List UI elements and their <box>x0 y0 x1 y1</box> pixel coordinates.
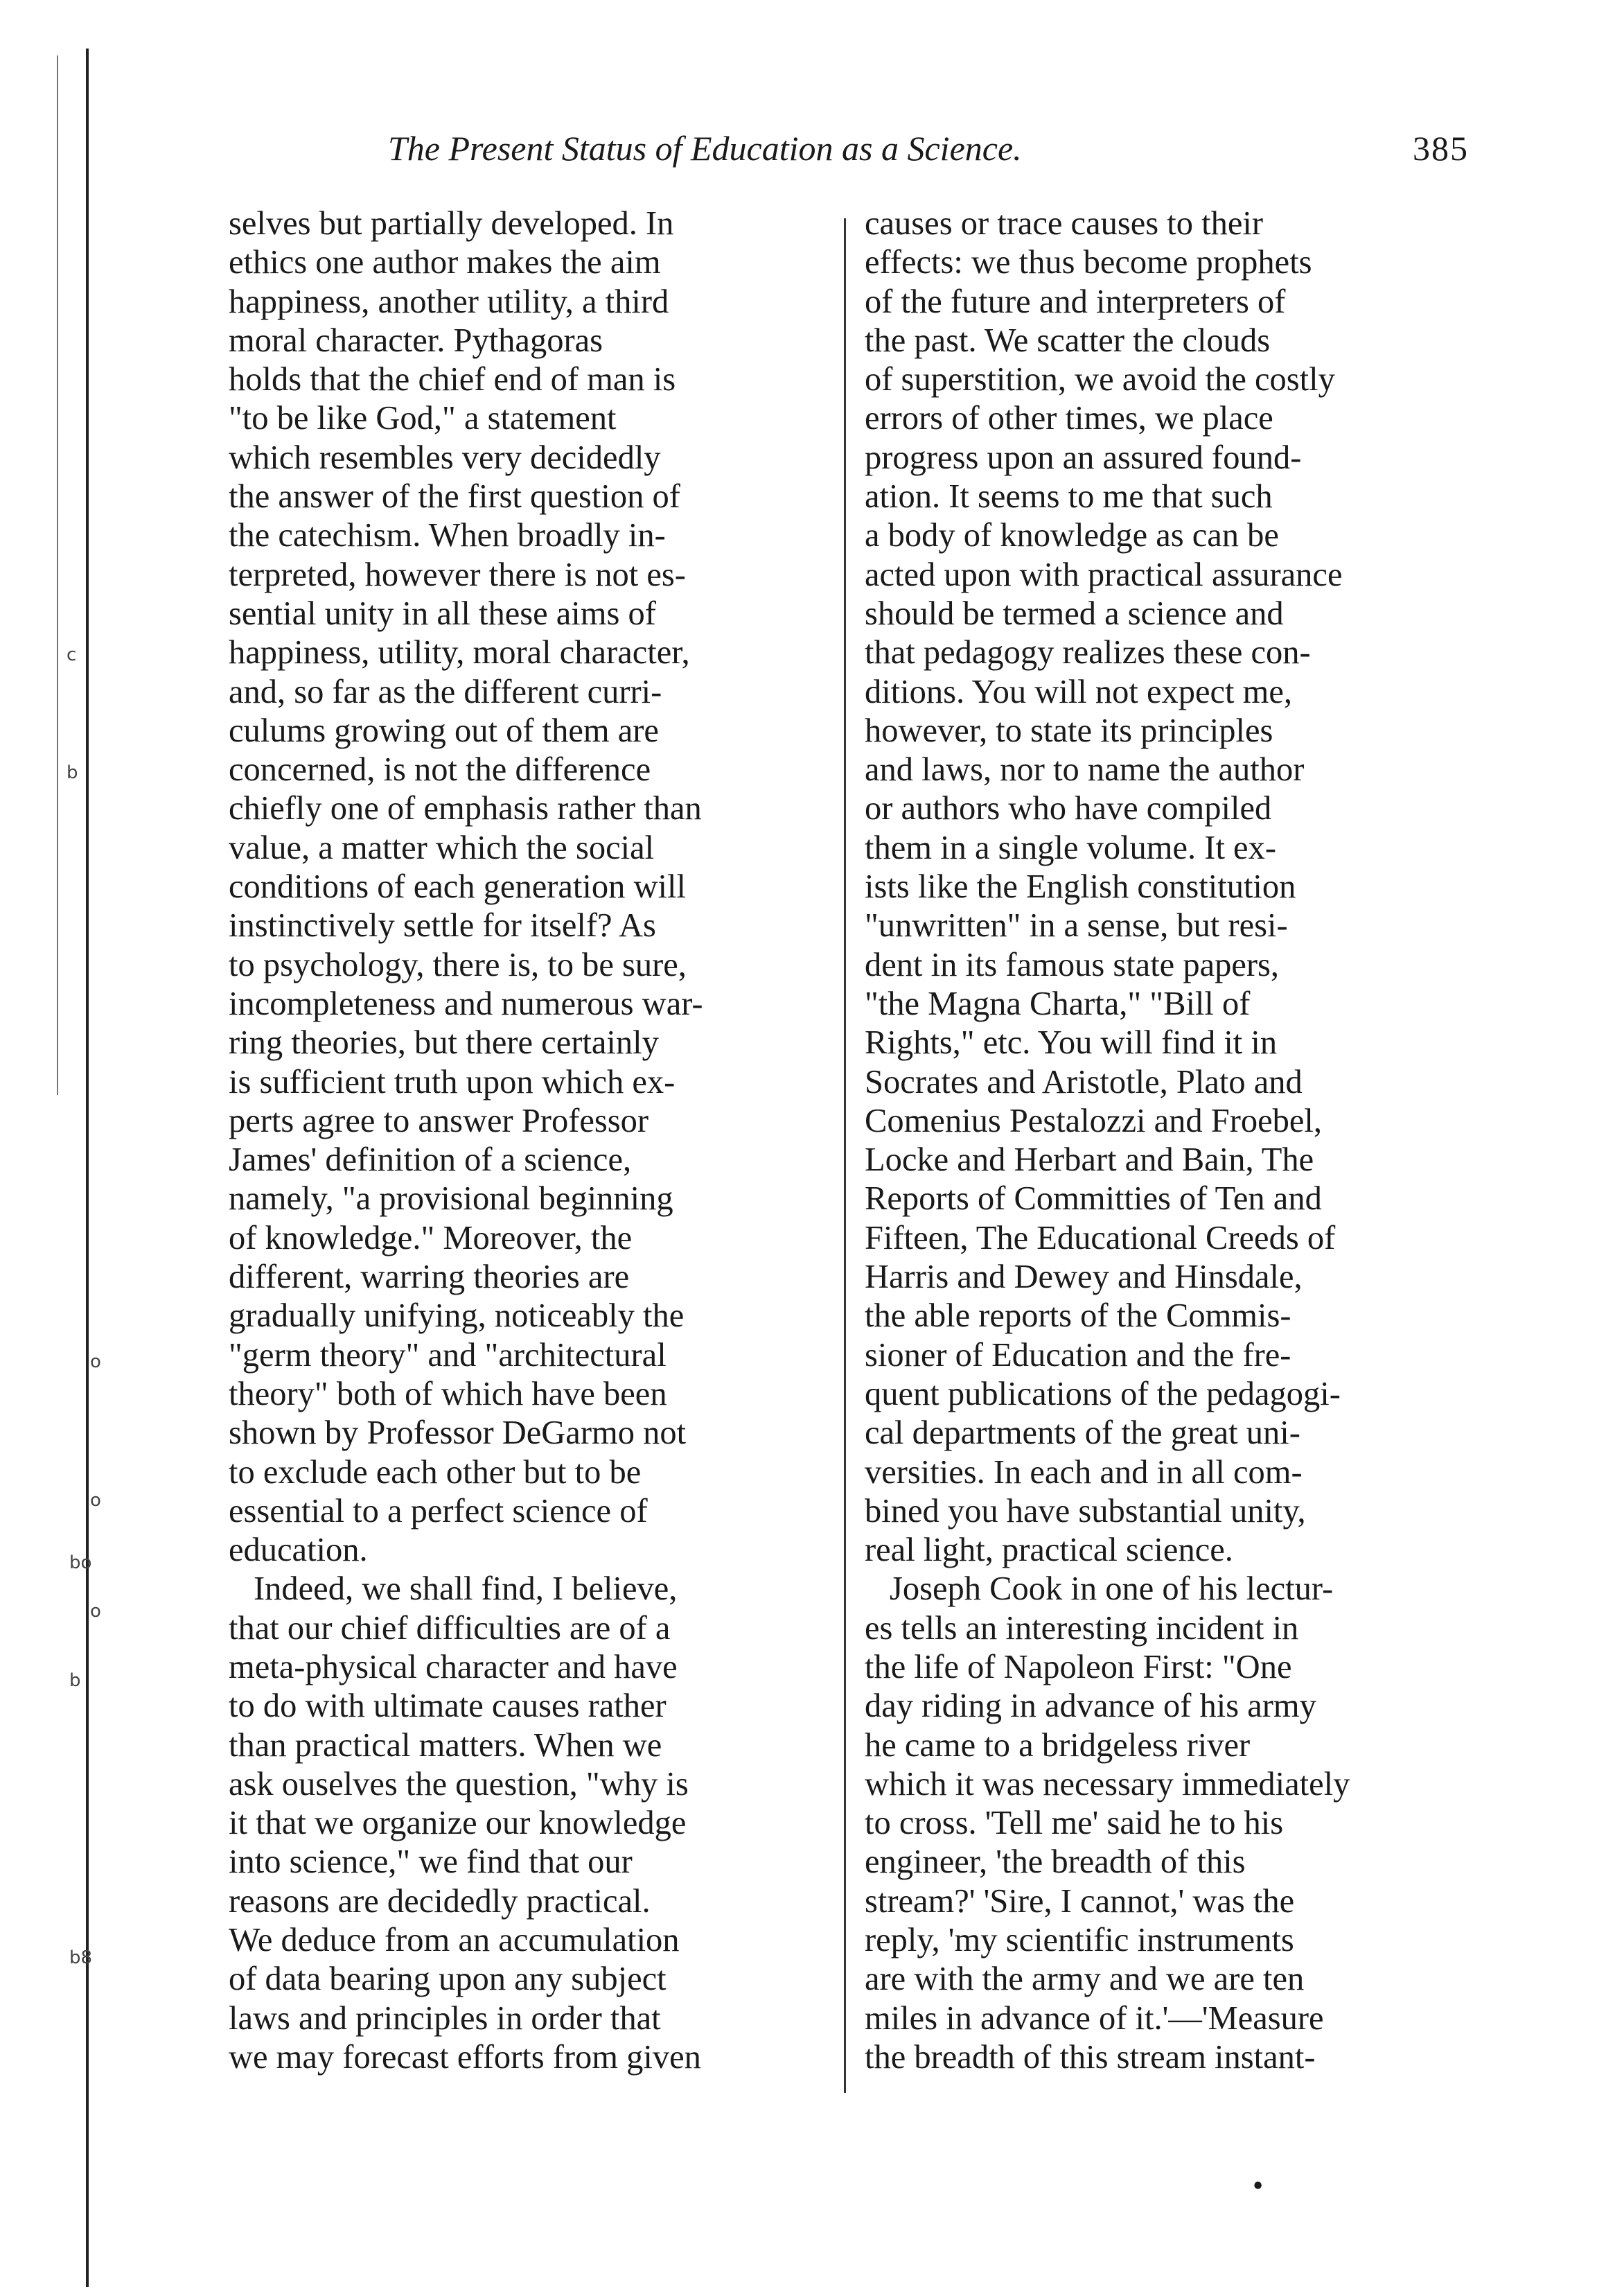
text-line: happiness, another utility, a third <box>229 283 669 320</box>
text-line: and laws, nor to name the author <box>865 751 1305 789</box>
text-line: Socrates and Aristotle, Plato and <box>865 1063 1303 1101</box>
text-line: concerned, is not the difference <box>229 751 651 789</box>
text-line: dent in its famous state papers, <box>865 946 1280 983</box>
left-paragraph-2 <box>229 1570 824 2077</box>
text-line: engineer, 'the breadth of this <box>865 1843 1246 1881</box>
text-line: miles in advance of it.'—'Measure <box>865 1999 1324 2037</box>
text-line: or authors who have compiled <box>865 790 1272 827</box>
text-line: of superstition, we avoid the costly <box>865 361 1335 398</box>
text-line: to psychology, there is, to be sure, <box>229 946 687 983</box>
text-line: to cross. 'Tell me' said he to his <box>865 1805 1284 1842</box>
text-line: to exclude each other but to be <box>229 1453 642 1491</box>
running-title: The Present Status of Education as a Science. <box>388 129 1022 168</box>
text-line: Comenius Pestalozzi and Froebel, <box>865 1102 1323 1139</box>
margin-note: c <box>67 645 77 665</box>
text-line: ring theories, but there certainly <box>229 1024 659 1062</box>
margin-note: b <box>69 1670 81 1691</box>
page-number: 385 <box>1413 129 1469 168</box>
text-line: the answer of the first question of <box>229 478 680 516</box>
text-line: ask ouselves the question, "why is <box>229 1765 689 1803</box>
margin-note: o <box>90 1351 101 1372</box>
text-line: of data bearing upon any subject <box>229 1961 667 1998</box>
text-line: "to be like God," a statement <box>229 400 617 437</box>
text-line: es tells an interesting incident in <box>865 1609 1299 1647</box>
text-line: the breadth of this stream instant- <box>865 2038 1316 2076</box>
text-line: of the future and interpreters of <box>865 283 1286 320</box>
text-line: sioner of Education and the fre- <box>865 1336 1291 1374</box>
text-line: Indeed, we shall find, I believe, <box>254 1570 678 1608</box>
text-line: effects: we thus become prophets <box>865 244 1312 281</box>
text-line: them in a single volume. It ex- <box>865 829 1276 866</box>
text-line: he came to a bridgeless river <box>865 1726 1251 1764</box>
text-line: namely, "a provisional beginning <box>229 1180 673 1218</box>
text-line: James' definition of a science, <box>229 1141 632 1179</box>
text-line: "the Magna Charta," "Bill of <box>865 985 1251 1022</box>
text-line: different, warring theories are <box>229 1259 630 1296</box>
text-line: the able reports of the Commis- <box>865 1297 1291 1335</box>
text-line: errors of other times, we place <box>865 400 1273 437</box>
text-line: chiefly one of emphasis rather than <box>229 790 702 827</box>
text-line: Fifteen, The Educational Creeds of <box>865 1219 1336 1256</box>
text-line: real light, practical science. <box>865 1532 1233 1569</box>
right-column <box>865 204 1461 2077</box>
text-line: that our chief difficulties are of a <box>229 1609 671 1647</box>
text-line: into science," we find that our <box>229 1843 633 1881</box>
margin-note: b <box>67 762 78 783</box>
text-line: conditions of each generation will <box>229 868 686 906</box>
text-line: We deduce from an accumulation <box>229 1922 680 1959</box>
text-line: that pedagogy realizes these con- <box>865 634 1311 672</box>
right-paragraph-1 <box>865 204 1461 1570</box>
text-line: should be termed a science and <box>865 595 1284 632</box>
text-line: ethics one author makes the aim <box>229 244 661 281</box>
text-line: of knowledge." Moreover, the <box>229 1219 633 1256</box>
text-line: are with the army and we are ten <box>865 1961 1305 1998</box>
text-line: than practical matters. When we <box>229 1726 662 1764</box>
text-line: gradually unifying, noticeably the <box>229 1297 685 1335</box>
text-line: "unwritten" in a sense, but resi- <box>865 907 1288 945</box>
text-line: cal departments of the great uni- <box>865 1414 1300 1452</box>
text-line: however, to state its principles <box>865 712 1273 749</box>
text-line: a body of knowledge as can be <box>865 517 1279 554</box>
text-line: meta-physical character and have <box>229 1648 678 1685</box>
text-line: the past. We scatter the clouds <box>865 322 1271 359</box>
text-line: is sufficient truth upon which ex- <box>229 1063 676 1101</box>
text-line: theory" both of which have been <box>229 1375 667 1412</box>
text-line: Rights," etc. You will find it in <box>865 1024 1278 1062</box>
margin-note: b8 <box>69 1947 93 1968</box>
text-line: perts agree to answer Professor <box>229 1102 649 1139</box>
text-line: shown by Professor DeGarmo not <box>229 1414 687 1452</box>
text-line: terpreted, however there is not es- <box>229 556 686 593</box>
left-paragraph-1 <box>229 204 824 1570</box>
margin-note: o <box>90 1490 101 1511</box>
text-line: the life of Napoleon First: "One <box>865 1648 1292 1685</box>
text-line: which it was necessary immediately <box>865 1765 1350 1803</box>
margin-note: bo <box>69 1552 92 1573</box>
text-line: it that we organize our knowledge <box>229 1805 687 1842</box>
text-line: reply, 'my scientific instruments <box>865 1922 1294 1959</box>
text-line: the catechism. When broadly in- <box>229 517 666 554</box>
column-divider <box>844 218 846 2093</box>
text-line: versities. In each and in all com- <box>865 1453 1303 1491</box>
binding-edge-faint <box>57 55 58 1095</box>
text-line: value, a matter which the social <box>229 829 655 866</box>
text-line: moral character. Pythagoras <box>229 322 603 359</box>
text-line: reasons are decidedly practical. <box>229 1882 651 1920</box>
page-header <box>388 128 1469 191</box>
stray-ink-mark: • <box>1251 2173 1266 2201</box>
text-line: Reports of Committies of Ten and <box>865 1180 1322 1218</box>
text-line: ditions. You will not expect me, <box>865 673 1293 710</box>
text-line: education. <box>229 1532 368 1569</box>
text-line: to do with ultimate causes rather <box>229 1688 667 1725</box>
text-line: holds that the chief end of man is <box>229 361 676 398</box>
text-line: sential unity in all these aims of <box>229 595 656 632</box>
text-line: incompleteness and numerous war- <box>229 985 703 1022</box>
text-line: we may forecast efforts from given <box>229 2038 701 2076</box>
text-line: which resembles very decidedly <box>229 439 661 476</box>
text-line: bined you have substantial unity, <box>865 1492 1306 1530</box>
text-line: Harris and Dewey and Hinsdale, <box>865 1259 1303 1296</box>
text-line: Joseph Cook in one of his lectur- <box>890 1570 1334 1608</box>
text-line: progress upon an assured found- <box>865 439 1302 476</box>
margin-note: o <box>90 1601 101 1622</box>
left-column <box>229 204 824 2077</box>
text-line: quent publications of the pedagogi- <box>865 1375 1341 1412</box>
text-line: happiness, utility, moral character, <box>229 634 690 672</box>
text-line: laws and principles in order that <box>229 1999 661 2037</box>
text-line: "germ theory" and "architectural <box>229 1336 667 1374</box>
text-line: acted upon with practical assurance <box>865 556 1343 593</box>
right-paragraph-2 <box>865 1570 1461 2077</box>
text-line: selves but partially developed. In <box>229 205 674 242</box>
text-line: stream?' 'Sire, I cannot,' was the <box>865 1882 1295 1920</box>
text-line: ation. It seems to me that such <box>865 478 1273 516</box>
text-line: causes or trace causes to their <box>865 205 1263 242</box>
text-line: Locke and Herbart and Bain, The <box>865 1141 1314 1179</box>
text-line: and, so far as the different curri- <box>229 673 662 710</box>
text-line: instinctively settle for itself? As <box>229 907 656 945</box>
text-line: ists like the English constitution <box>865 868 1296 906</box>
text-line: culums growing out of them are <box>229 712 659 749</box>
text-line: day riding in advance of his army <box>865 1688 1316 1725</box>
text-line: essential to a perfect science of <box>229 1492 648 1530</box>
